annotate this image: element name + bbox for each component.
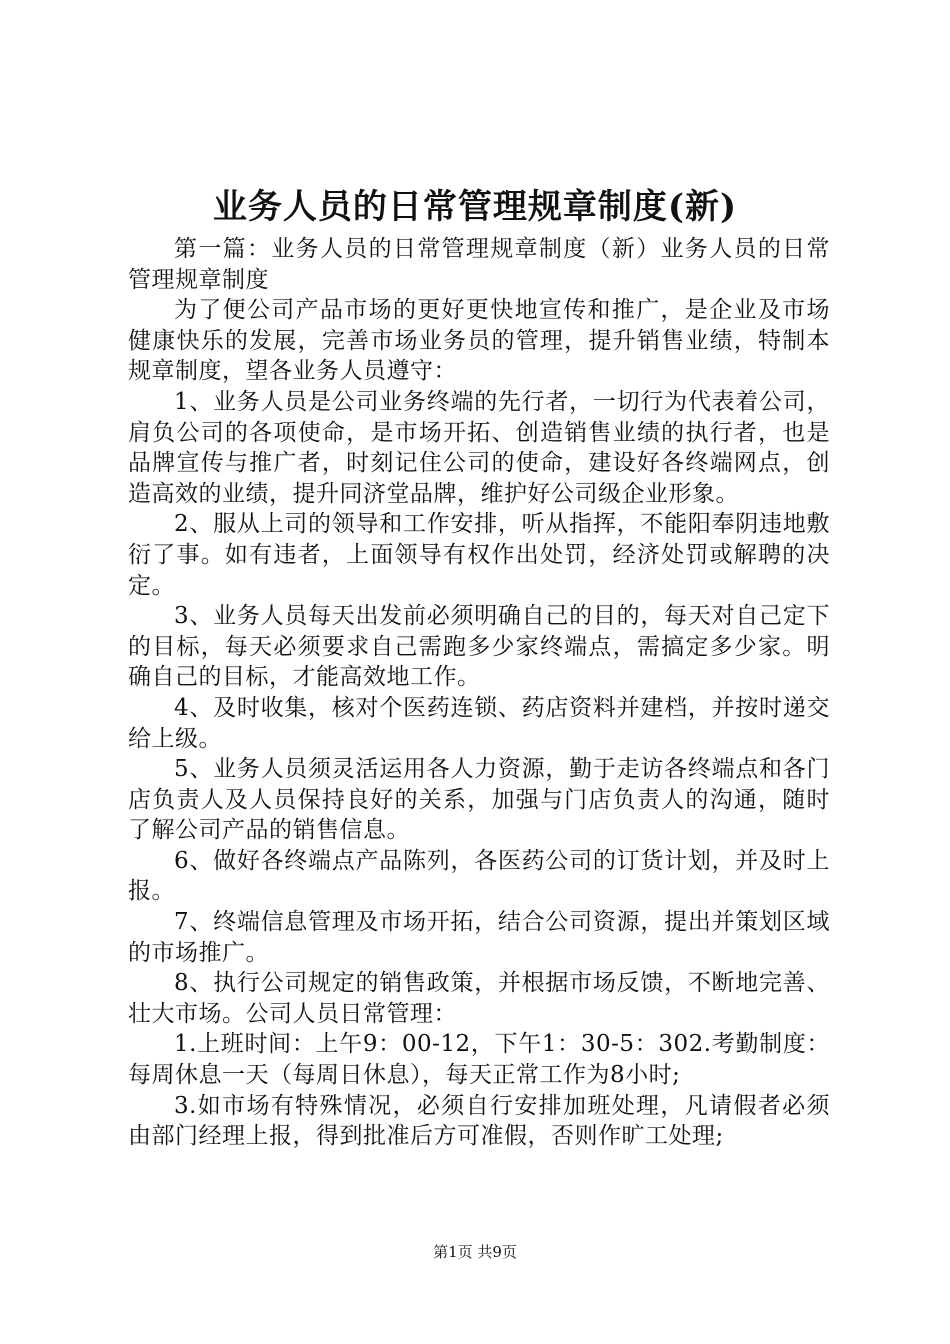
paragraph-item-6: 6、做好各终端点产品陈列，各医药公司的订货计划，并及时上报。 [128, 847, 830, 905]
paragraph-work-hours: 1.上班时间：上午9：00-12，下午1：30-5：302.考勤制度：每周休息一天（每周日休息），每天正常工作为8小时; [128, 1031, 830, 1089]
paragraph-item-5: 5、业务人员须灵活运用各人力资源，勤于走访各终端点和各门店负责人及人员保持良好的关系，加强与门店负责人的沟通，随时了解公司产品的销售信息。 [128, 756, 830, 844]
paragraph-item-2: 2、服从上司的领导和工作安排，听从指挥，不能阳奉阴违地敷衍了事。如有违者，上面领导有权作出处罚，经济处罚或解聘的决定。 [128, 511, 830, 599]
document-title: 业务人员的日常管理规章制度(新) [212, 187, 738, 227]
document-body [128, 234, 830, 1152]
page-number-footer: 第1页 共9页 [433, 1243, 517, 1261]
paragraph-item-1: 1、业务人员是公司业务终端的先行者，一切行为代表着公司，肩负公司的各项使命，是市场开拓、创造销售业绩的执行者，也是品牌宣传与推广者，时刻记住公司的使命，建设好各终端网点，创造高效的业绩，提升同济堂品牌，维护好公司级企业形象。 [128, 388, 830, 507]
paragraph-item-3: 3、业务人员每天出发前必须明确自己的目的，每天对自己定下的目标，每天必须要求自己需跑多少家终端点，需搞定多少家。明确自己的目标，才能高效地工作。 [128, 603, 830, 691]
paragraph-item-8: 8、执行公司规定的销售政策，并根据市场反馈，不断地完善、壮大市场。公司人员日常管理： [128, 970, 830, 1027]
paragraph-intro: 第一篇：业务人员的日常管理规章制度（新）业务人员的日常管理规章制度 [128, 236, 830, 293]
paragraph-leave-policy: 3.如市场有特殊情况，必须自行安排加班处理，凡请假者必须由部门经理上报，得到批准后方可准假，否则作旷工处理; [128, 1092, 830, 1150]
paragraph-item-7: 7、终端信息管理及市场开拓，结合公司资源，提出并策划区域的市场推广。 [128, 909, 830, 966]
paragraph-purpose: 为了便公司产品市场的更好更快地宣传和推广，是企业及市场健康快乐的发展，完善市场业务员的管理，提升销售业绩，特制本规章制度，望各业务人员遵守： [128, 297, 830, 385]
paragraph-item-4: 4、及时收集，核对个医药连锁、药店资料并建档，并按时递交给上级。 [128, 694, 830, 752]
